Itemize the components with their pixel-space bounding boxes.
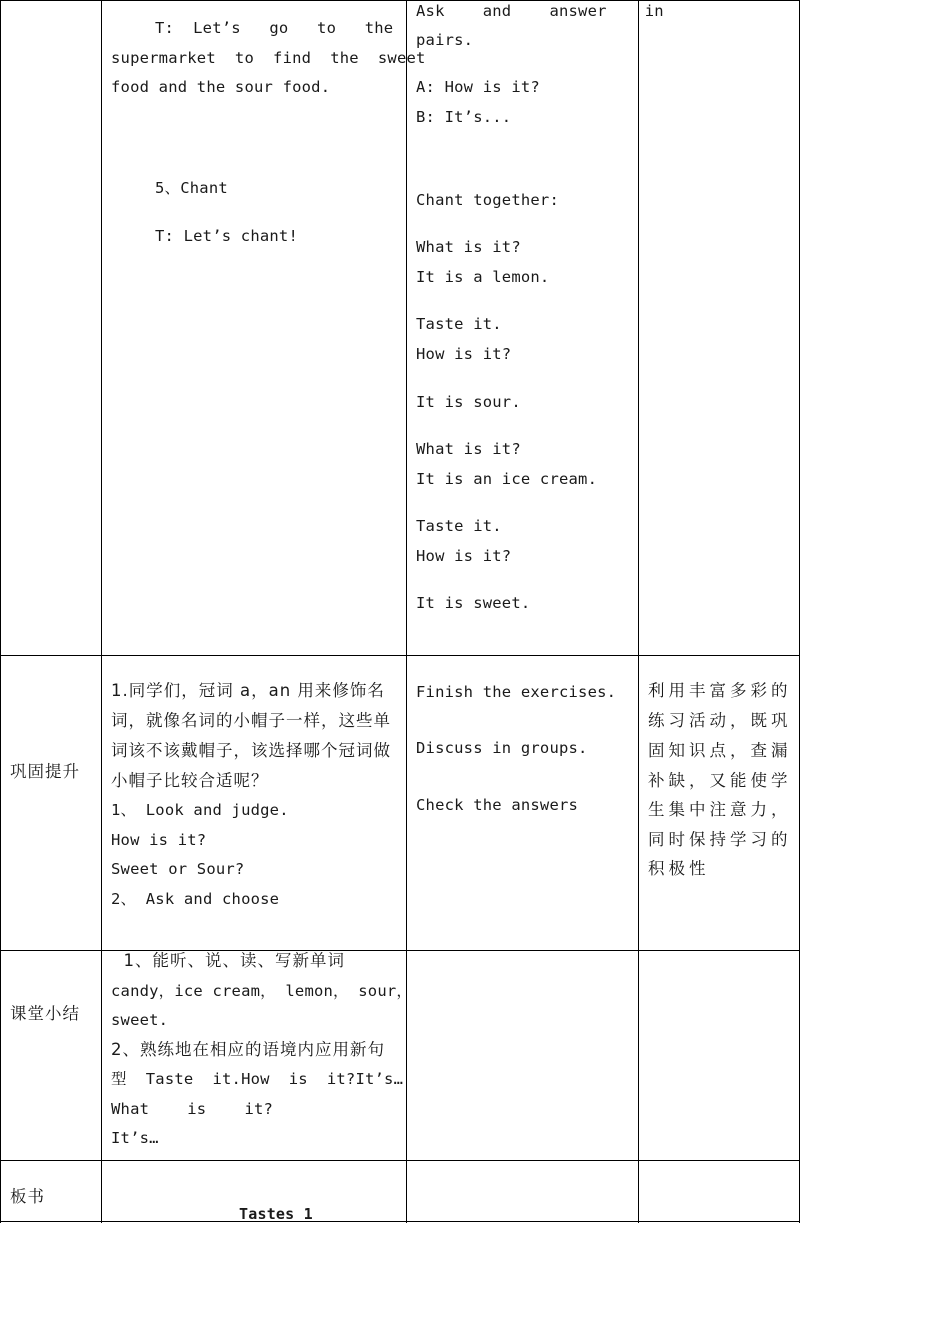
table-border-col3 (638, 0, 639, 1223)
summary-line: sweet. (111, 1011, 169, 1029)
teacher-line: T: Let’s chant! (155, 227, 298, 245)
summary-line: It’s… (111, 1129, 159, 1147)
teacher-line: 1.同学们，冠词 a，an 用来修饰名 (111, 681, 385, 700)
chant-line: Taste it. (416, 315, 502, 333)
summary-line: candy，ice cream， lemon， sour， (111, 982, 413, 1000)
table-border-bottom (0, 1221, 800, 1222)
chant-title: Chant together: (416, 191, 559, 209)
purpose-line: 同时保持学习的 (648, 830, 792, 849)
student-line: Discuss in groups. (416, 739, 588, 757)
purpose-line: 利用丰富多彩的 (648, 681, 792, 700)
purpose-line: 补缺，又能使学 (648, 771, 792, 790)
chant-line: It is a lemon. (416, 268, 550, 286)
chant-line: How is it? (416, 547, 512, 565)
student-line: Check the answers (416, 796, 579, 814)
chant-line: How is it? (416, 345, 512, 363)
teacher-line: How is it? (111, 831, 207, 849)
table-border-top (0, 0, 800, 1)
teacher-line: supermarket to find the sweet (111, 49, 426, 67)
purpose-line: 固知识点，查漏 (648, 741, 792, 760)
teacher-line: T: Let’s go to the (155, 19, 394, 37)
chant-line: It is an ice cream. (416, 470, 598, 488)
student-line: Ask and answer in (416, 2, 664, 20)
chant-line: What is it? (416, 440, 521, 458)
teacher-line: 小帽子比较合适呢？ (111, 771, 269, 790)
dialogue-line: B: It’s... (416, 108, 512, 126)
table-row-divider (0, 655, 800, 656)
student-line: Finish the exercises. (416, 683, 617, 701)
teacher-line: 词，就像名词的小帽子一样，这些单 (111, 711, 391, 730)
section-label: 巩固提升 (10, 762, 80, 781)
dialogue-line: A: How is it? (416, 78, 540, 96)
chant-line: What is it? (416, 238, 521, 256)
purpose-line: 练习活动，既巩 (648, 711, 792, 730)
table-border-col2 (406, 0, 407, 1223)
chant-line: Taste it. (416, 517, 502, 535)
summary-line: 型 Taste it.How is it?It’s… (111, 1070, 404, 1088)
summary-line: 2、熟练地在相应的语境内应用新句 (111, 1040, 385, 1059)
summary-line: 1、能听、说、读、写新单词 (111, 951, 345, 970)
teacher-step: 1、 Look and judge. (111, 801, 289, 819)
teacher-step: 2、 Ask and choose (111, 890, 280, 908)
chant-line: It is sour. (416, 393, 521, 411)
summary-line: What is it? (111, 1100, 274, 1118)
teacher-step: 5、Chant (155, 179, 228, 197)
student-line: pairs. (416, 31, 474, 49)
chant-line: It is sweet. (416, 594, 531, 612)
section-label: 板书 (10, 1187, 45, 1206)
table-border-col1 (101, 0, 102, 1223)
section-label: 课堂小结 (10, 1004, 80, 1023)
table-border-left (0, 0, 1, 1223)
purpose-line: 积极性 (648, 859, 710, 878)
teacher-line: food and the sour food. (111, 78, 331, 96)
purpose-line: 生集中注意力， (648, 800, 792, 819)
table-border-right (799, 0, 800, 1223)
teacher-line: Sweet or Sour? (111, 860, 245, 878)
teacher-line: 词该不该戴帽子，该选择哪个冠词做 (111, 741, 391, 760)
table-row-divider (0, 1160, 800, 1161)
board-title: Tastes 1 (239, 1205, 313, 1223)
